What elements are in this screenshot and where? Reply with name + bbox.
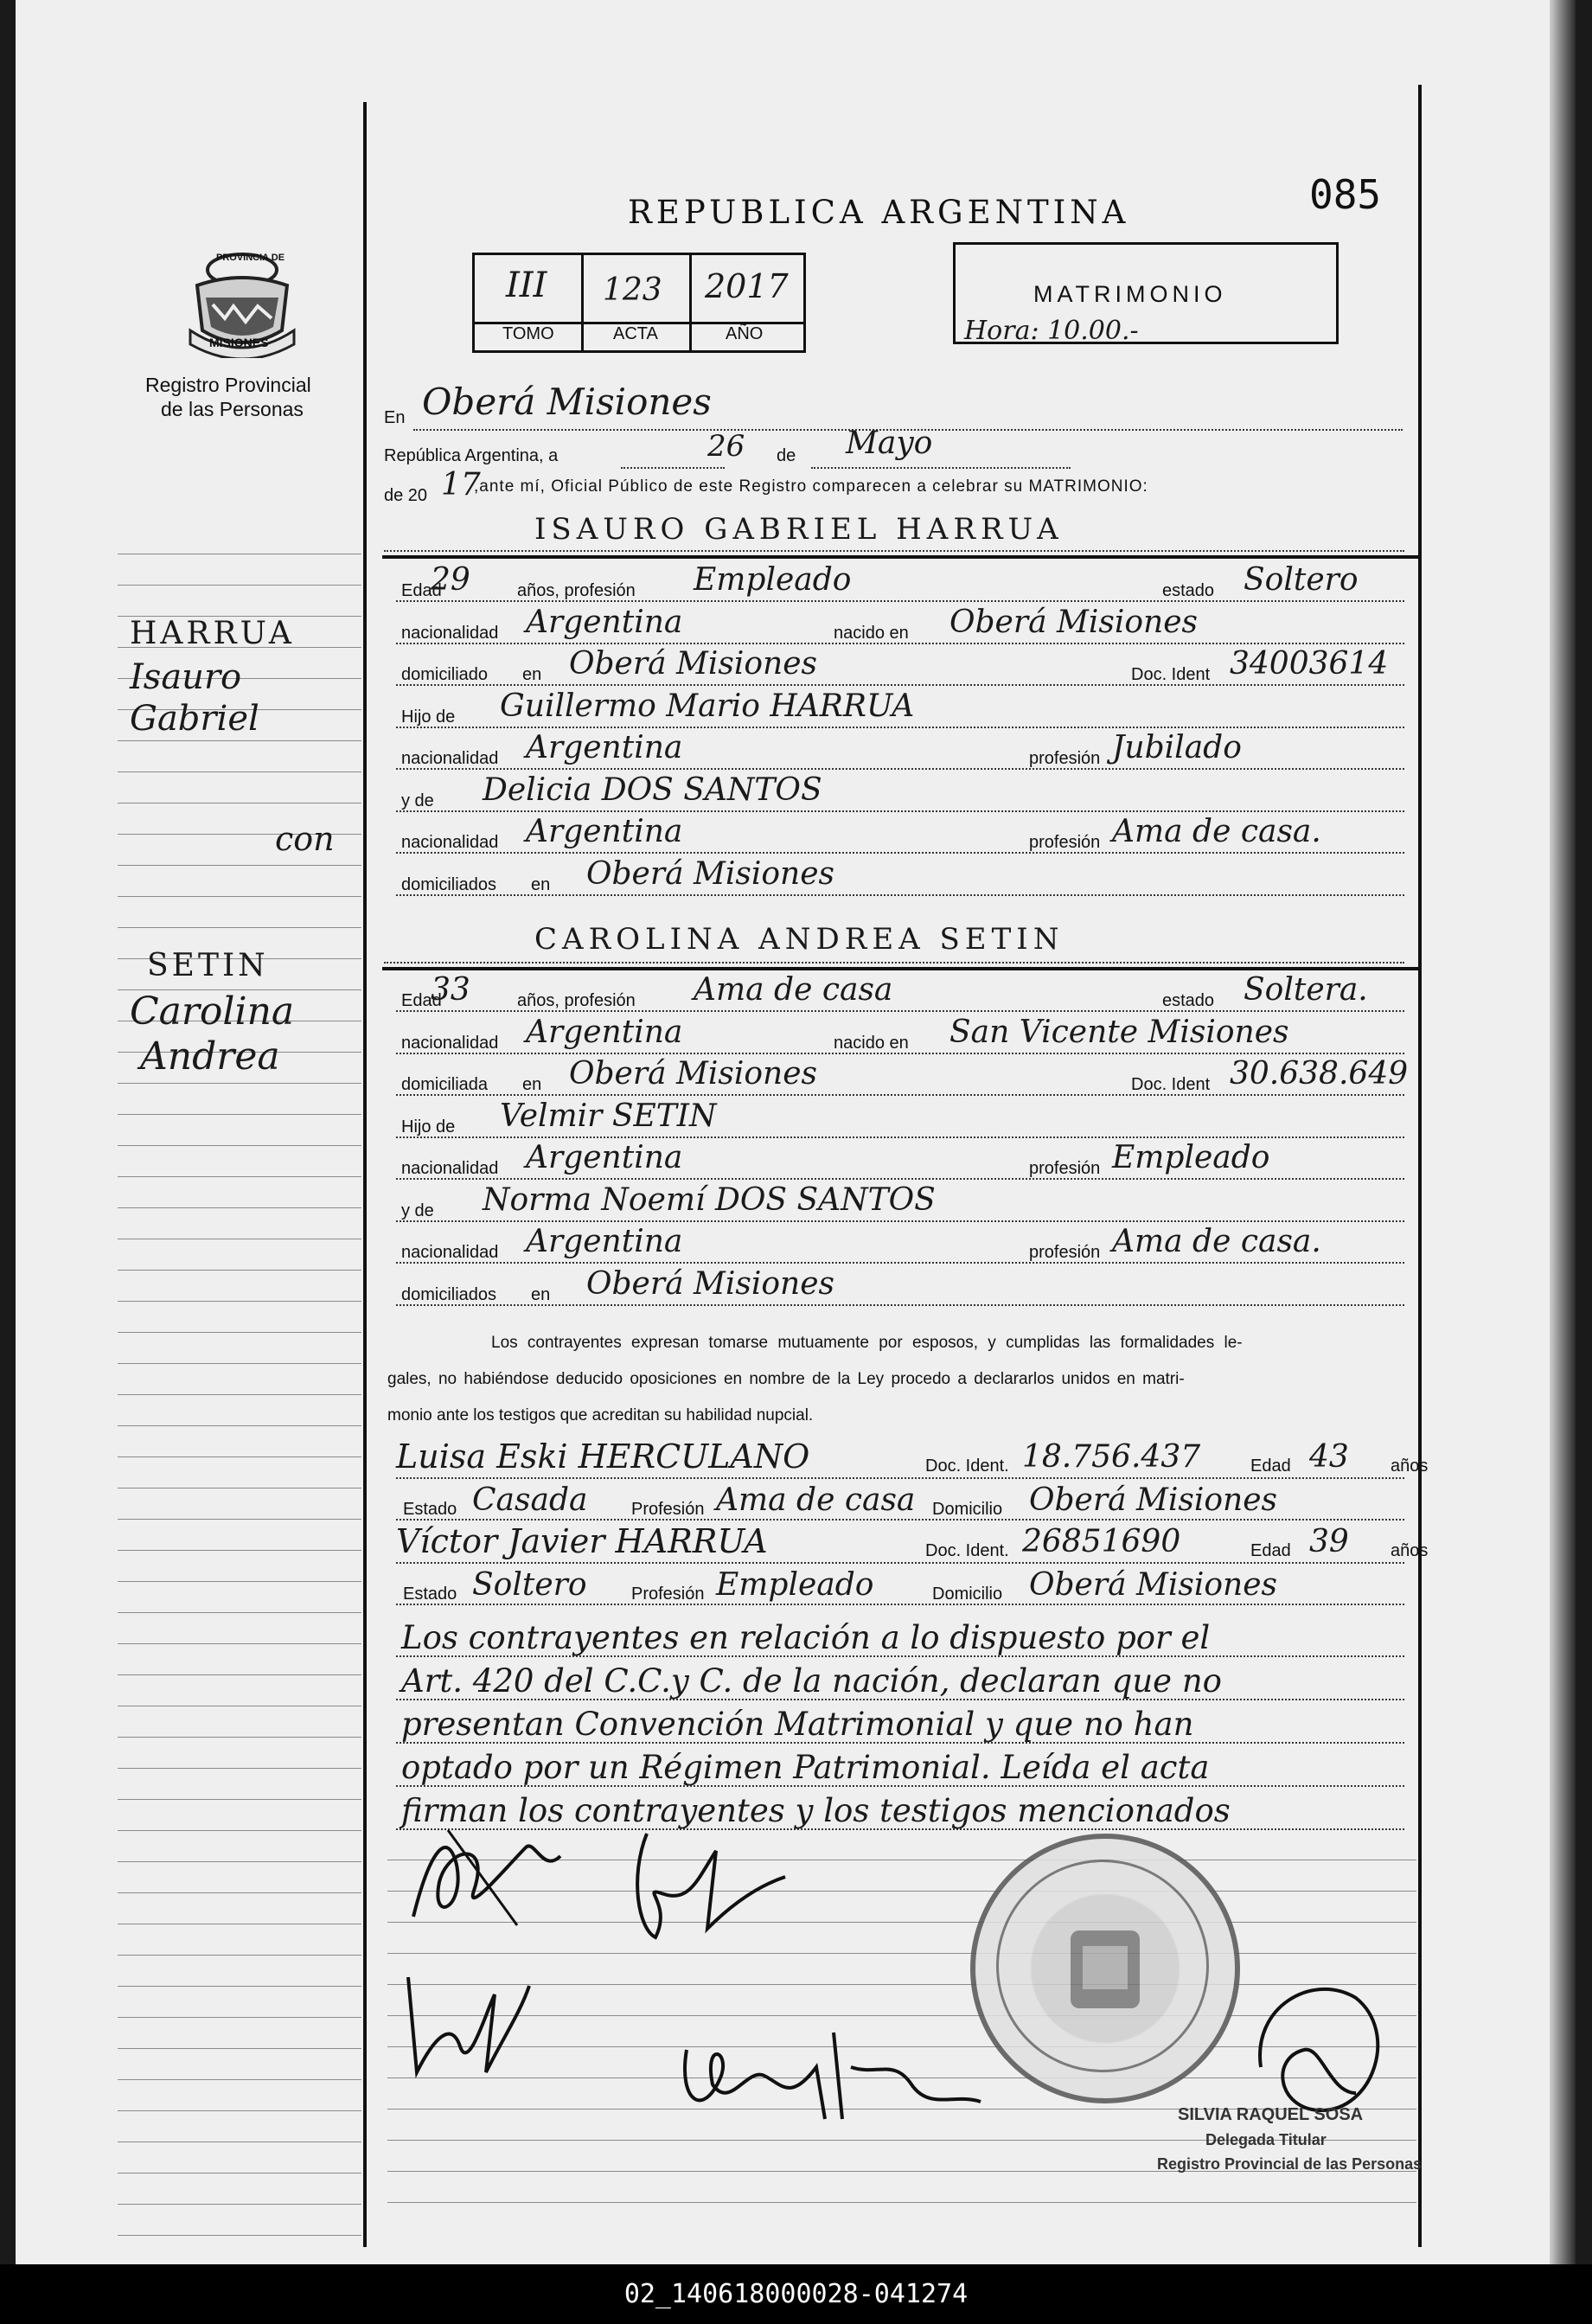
witness-name: Luisa Eski HERCULANO [396, 1437, 810, 1476]
witness-anos-label: años [1391, 1541, 1429, 1560]
act-type-box [953, 242, 1339, 344]
groom-edad-label: Edad [401, 581, 442, 600]
margin-rule [118, 1768, 361, 1769]
note-line: Art. 420 del C.C.y C. de la nación, declaran que no [401, 1662, 1222, 1700]
witness-profession: Ama de casa [716, 1482, 916, 1518]
groom-estado-label: estado [1162, 581, 1215, 600]
note-line: presentan Convención Matrimonial y que no han [401, 1706, 1194, 1743]
witness-estado-label: Estado [403, 1500, 457, 1519]
note-line: firman los contrayentes y los testigos mencionados [401, 1792, 1231, 1829]
officer-role: Delegada Titular [1205, 2131, 1327, 2148]
bride-father-prof: Empleado [1112, 1140, 1270, 1175]
witness-doc-label: Doc. Ident. [925, 1457, 1009, 1476]
folio-number: 085 [1309, 171, 1382, 218]
bride-profesion-m-label: profesión [1029, 1243, 1101, 1262]
bride-nacionalidad-label: nacionalidad [401, 1033, 499, 1053]
bride-nacionalidad-m-label: nacionalidad [401, 1243, 499, 1262]
witness-status: Soltero [472, 1567, 587, 1603]
republic-label: República Argentina, a [384, 446, 559, 465]
groom-doc-ident-label: Doc. Ident [1131, 665, 1211, 684]
bride-age: 33 [431, 972, 470, 1008]
year-suffix: 17 [441, 467, 481, 503]
field-line [396, 768, 1404, 770]
groom-age: 29 [431, 562, 470, 598]
margin-rule [118, 1955, 361, 1956]
field-line [396, 810, 1404, 812]
signature-witness-1 [400, 1960, 538, 2081]
margin-rule [118, 1986, 361, 1987]
seal-bottom-text: MISIONES [209, 336, 269, 349]
groom-profesion-f-label: profesión [1029, 749, 1101, 768]
margin-line-right [1418, 85, 1422, 2247]
margin-rule [118, 1114, 361, 1115]
margin-rule [118, 2173, 361, 2174]
margin-rule [118, 1488, 361, 1489]
margin-rule [118, 927, 361, 928]
groom-nacionalidad-f-label: nacionalidad [401, 749, 499, 768]
margin-rule [118, 1270, 361, 1271]
declaration-line-3: monio ante los testigos que acreditan su habilidad nupcial. [387, 1406, 814, 1424]
witness-name: Víctor Javier HARRUA [396, 1522, 768, 1560]
groom-nacionalidad-label: nacionalidad [401, 623, 499, 643]
groom-domicile: Oberá Misiones [569, 646, 817, 682]
en-label: En [384, 408, 406, 427]
ano-value: 2017 [705, 267, 789, 305]
witness-edad-label: Edad [1250, 1541, 1291, 1560]
margin-groom-second: Gabriel [130, 699, 259, 739]
bride-name: CAROLINA ANDREA SETIN [534, 922, 1065, 957]
margin-rule [118, 740, 361, 741]
bride-mother-prof: Ama de casa. [1112, 1224, 1321, 1259]
margin-rule [118, 2048, 361, 2049]
bride-mother: Norma Noemí DOS SANTOS [483, 1181, 936, 1218]
margin-rule [118, 1207, 361, 1208]
groom-nacido-label: nacido en [834, 623, 909, 643]
margin-rule [118, 585, 361, 586]
margin-rule [118, 1550, 361, 1551]
bride-domiciliado-label: domiciliada [401, 1075, 489, 1094]
file-id-text: 02_140618000028-041274 [623, 2279, 969, 2309]
seal-top-text: PROVINCIA DE [216, 253, 285, 263]
witness-doc: 18.756.437 [1022, 1439, 1201, 1475]
stamp-emblem-icon [1062, 1922, 1148, 2017]
margin-rule [118, 1394, 361, 1395]
bride-y-de-label: y de [401, 1200, 434, 1220]
officer-name: SILVIA RAQUEL SOSA [1178, 2105, 1364, 2124]
margin-bride-second: Andrea [140, 1034, 280, 1079]
acta-value: 123 [603, 272, 662, 308]
margin-rule [118, 1145, 361, 1146]
bride-edad-label: Edad [401, 991, 442, 1010]
field-line [396, 1604, 1404, 1605]
bride-doc: 30.638.649 [1230, 1056, 1409, 1092]
groom-profession: Empleado [694, 562, 852, 598]
groom-name: ISAURO GABRIEL HARRUA [534, 512, 1064, 547]
groom-domiciliados-label: domiciliados [401, 874, 497, 894]
bride-anos-profesion-label: años, profesión [517, 991, 636, 1010]
ceremony-month: Mayo [846, 426, 933, 461]
groom-profesion-m-label: profesión [1029, 833, 1101, 852]
witness-profesion-label: Profesión [631, 1500, 705, 1519]
groom-doc: 34003614 [1230, 646, 1389, 682]
witness-anos-label: años [1391, 1457, 1429, 1476]
field-line [396, 1220, 1404, 1222]
bride-profession: Ama de casa [694, 972, 893, 1008]
blank-rule [387, 2202, 1416, 2203]
witness-status: Casada [472, 1482, 588, 1518]
bride-mother-nat: Argentina [526, 1224, 683, 1259]
margin-rule [118, 2079, 361, 2080]
bride-profesion-f-label: profesión [1029, 1159, 1101, 1178]
margin-rule [118, 1581, 361, 1582]
margin-rule [118, 1674, 361, 1675]
witness-domicilio-label: Domicilio [932, 1500, 1003, 1519]
signature-officer [1226, 1963, 1408, 2128]
groom-nacionalidad-m-label: nacionalidad [401, 833, 499, 852]
margin-line-left [363, 102, 367, 2247]
field-line [396, 684, 1404, 686]
groom-mother-nat: Argentina [526, 814, 683, 849]
groom-father-nat: Argentina [526, 730, 683, 765]
binding-edge [1550, 0, 1576, 2264]
margin-rule [118, 1830, 361, 1831]
officer-org: Registro Provincial de las Personas [1157, 2155, 1423, 2173]
margin-rule [118, 1737, 361, 1738]
margin-rule [118, 1363, 361, 1364]
bride-domicile: Oberá Misiones [569, 1056, 817, 1092]
field-line [396, 1562, 1404, 1564]
groom-en-label: en [522, 665, 542, 684]
witness-edad-label: Edad [1250, 1457, 1291, 1476]
bride-birthplace: San Vicente Misiones [949, 1014, 1289, 1050]
groom-father-prof: Jubilado [1112, 730, 1242, 765]
witness-estado-label: Estado [403, 1585, 457, 1604]
margin-rule [118, 1176, 361, 1177]
margin-rule [118, 1332, 361, 1333]
bride-status: Soltera. [1244, 972, 1368, 1008]
file-id-bar [0, 2264, 1592, 2324]
field-line [396, 1262, 1404, 1264]
bride-estado-label: estado [1162, 991, 1215, 1010]
note-line: Los contrayentes en relación a lo dispuesto por el [401, 1619, 1211, 1656]
groom-mother: Delicia DOS SANTOS [483, 771, 822, 808]
groom-status: Soltero [1244, 562, 1359, 598]
margin-rule [118, 1643, 361, 1644]
margin-rule [118, 771, 361, 772]
document-page [16, 0, 1572, 2264]
margin-rule [118, 2235, 361, 2236]
groom-anos-profesion-label: años, profesión [517, 581, 636, 600]
witness-doc: 26851690 [1022, 1524, 1181, 1559]
ceremony-day: 26 [707, 429, 745, 464]
bride-en-label: en [522, 1075, 542, 1094]
ceremony-hour: Hora: 10.00.- [964, 316, 1139, 346]
signature-groom [396, 1813, 569, 1943]
witness-age: 43 [1309, 1439, 1349, 1475]
witness-profession: Empleado [716, 1567, 874, 1603]
margin-bride-first: Carolina [130, 989, 295, 1034]
groom-en-p-label: en [531, 874, 551, 894]
field-line [396, 1136, 1404, 1138]
groom-birthplace: Oberá Misiones [949, 604, 1198, 640]
groom-hijo-de-label: Hijo de [401, 707, 456, 727]
registry-line-1: Registro Provincial [145, 374, 311, 396]
field-line [396, 1519, 1404, 1521]
registry-line-2: de las Personas [161, 398, 304, 420]
intro-sentence: ,ante mí, Oficial Público de este Registro comparecen a celebrar su MATRIMONIO: [474, 477, 1148, 496]
act-number-box [472, 253, 806, 353]
witness-domicile: Oberá Misiones [1029, 1567, 1277, 1603]
bride-parents-domicile: Oberá Misiones [586, 1265, 834, 1302]
margin-rule [118, 2110, 361, 2111]
bride-nationality: Argentina [526, 1014, 683, 1050]
margin-rule [118, 1301, 361, 1302]
field-line [396, 1178, 1404, 1180]
de-label: de [777, 446, 796, 465]
witness-profesion-label: Profesión [631, 1585, 705, 1604]
margin-groom-surname: HARRUA [130, 616, 295, 651]
field-line [396, 1477, 1404, 1479]
bride-father-nat: Argentina [526, 1140, 683, 1175]
margin-con: con [275, 820, 335, 858]
groom-parents-domicile: Oberá Misiones [586, 855, 834, 892]
bride-doc-ident-label: Doc. Ident [1131, 1075, 1211, 1094]
margin-rule [118, 1612, 361, 1613]
field-line [396, 1094, 1404, 1096]
margin-rule [118, 2017, 361, 2018]
signature-bride [612, 1825, 802, 1955]
bride-en-p-label: en [531, 1284, 551, 1304]
margin-groom-first: Isauro [130, 657, 242, 697]
witness-domicilio-label: Domicilio [932, 1585, 1003, 1604]
margin-rule [118, 1083, 361, 1084]
margin-rule [118, 2204, 361, 2205]
tomo-label: TOMO [502, 324, 554, 343]
bride-domiciliados-label: domiciliados [401, 1284, 497, 1304]
bride-hijo-de-label: Hijo de [401, 1117, 456, 1136]
groom-father: Guillermo Mario HARRUA [500, 688, 915, 724]
margin-rule [118, 1425, 361, 1426]
official-stamp [970, 1834, 1240, 2103]
margin-rule [118, 1892, 361, 1893]
bride-nacido-label: nacido en [834, 1033, 909, 1053]
margin-rule [118, 865, 361, 866]
margin-rule [118, 1799, 361, 1800]
bride-father: Velmir SETIN [500, 1098, 717, 1134]
ano-label: AÑO [726, 324, 764, 343]
margin-rule [118, 1861, 361, 1862]
witness-domicile: Oberá Misiones [1029, 1482, 1277, 1518]
year-prefix: de 20 [384, 486, 428, 505]
margin-rule [118, 1519, 361, 1520]
declaration-line-2: gales, no habiéndose deducido oposiciones en nombre de la Ley procedo a declararlos unidos en matri- [387, 1370, 1185, 1388]
page-title: REPUBLICA ARGENTINA [628, 194, 1130, 231]
tomo-value: III [506, 266, 547, 305]
acta-label: ACTA [613, 324, 658, 343]
ceremony-place: Oberá Misiones [422, 381, 712, 423]
groom-domiciliado-label: domiciliado [401, 665, 489, 684]
groom-nationality: Argentina [526, 604, 683, 640]
bride-nacionalidad-f-label: nacionalidad [401, 1159, 499, 1178]
note-line: optado por un Régimen Patrimonial. Leída el acta [401, 1749, 1210, 1786]
margin-rule [118, 896, 361, 897]
margin-bride-surname: SETIN [147, 948, 269, 983]
declaration-line-1: Los contrayentes expresan tomarse mutuamente por esposos, y cumplidas las formalidades le- [491, 1334, 1243, 1352]
witness-age: 39 [1309, 1524, 1349, 1559]
act-type-title: MATRIMONIO [1033, 281, 1227, 307]
field-line [396, 727, 1404, 728]
witness-doc-label: Doc. Ident. [925, 1541, 1009, 1560]
field-line [396, 852, 1404, 854]
groom-mother-prof: Ama de casa. [1112, 814, 1321, 849]
groom-y-de-label: y de [401, 791, 434, 810]
blank-rule [387, 1953, 1416, 1954]
